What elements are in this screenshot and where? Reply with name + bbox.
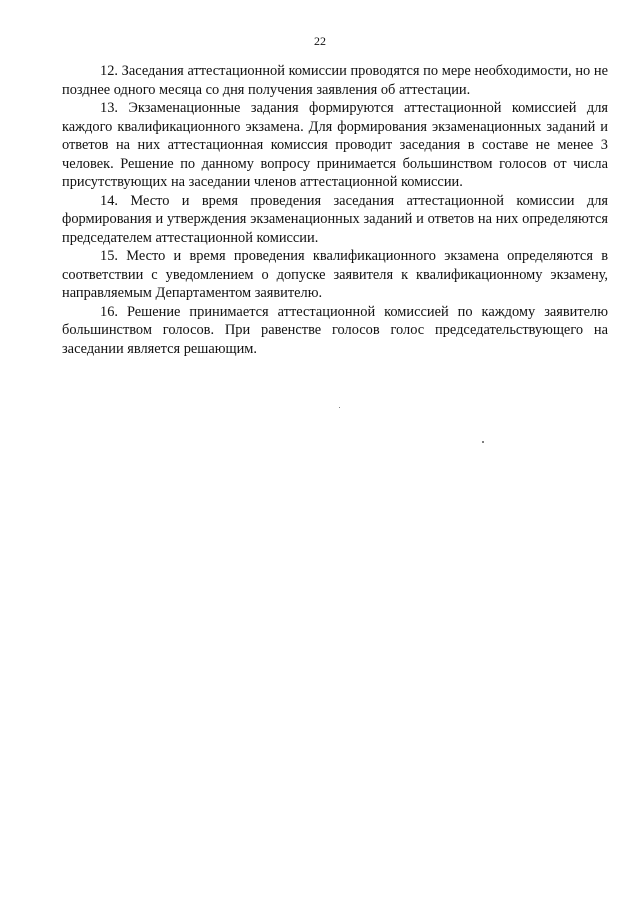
document-body [62, 62, 608, 358]
paragraph-13: 13. Экзаменационные задания формируются аттестационной комиссией для каждого квалификационного экзамена. Для формирования экзаменационных заданий и ответов на них аттестационная комиссия проводит заседания в составе не менее 3 человек. Решение по данному вопросу принимается большинством голосов от числа присутствующих на заседании членов аттестационной комиссии. [62, 100, 608, 190]
paragraph-12: 12. Заседания аттестационной комиссии проводятся по мере необходимости, но не позднее одного месяца со дня получения заявления об аттестации. [62, 63, 608, 98]
scan-speck [482, 441, 484, 443]
paragraph-15: 15. Место и время проведения квалификационного экзамена определяются в соответствии с уведомлением о допуске заявителя к квалификационному экзамену, направляемым Департаментом заявителю. [62, 248, 608, 301]
scan-speck [339, 407, 340, 408]
paragraph-14: 14. Место и время проведения заседания аттестационной комиссии для формирования и утверждения экзаменационных заданий и ответов на них определяются председателем аттестационной комиссии. [62, 192, 608, 246]
page-number: 22 [314, 34, 326, 48]
paragraph-16: 16. Решение принимается аттестационной комиссией по каждому заявителю большинством голосов. При равенстве голосов голос председательствующего на заседании является решающим. [62, 303, 608, 357]
